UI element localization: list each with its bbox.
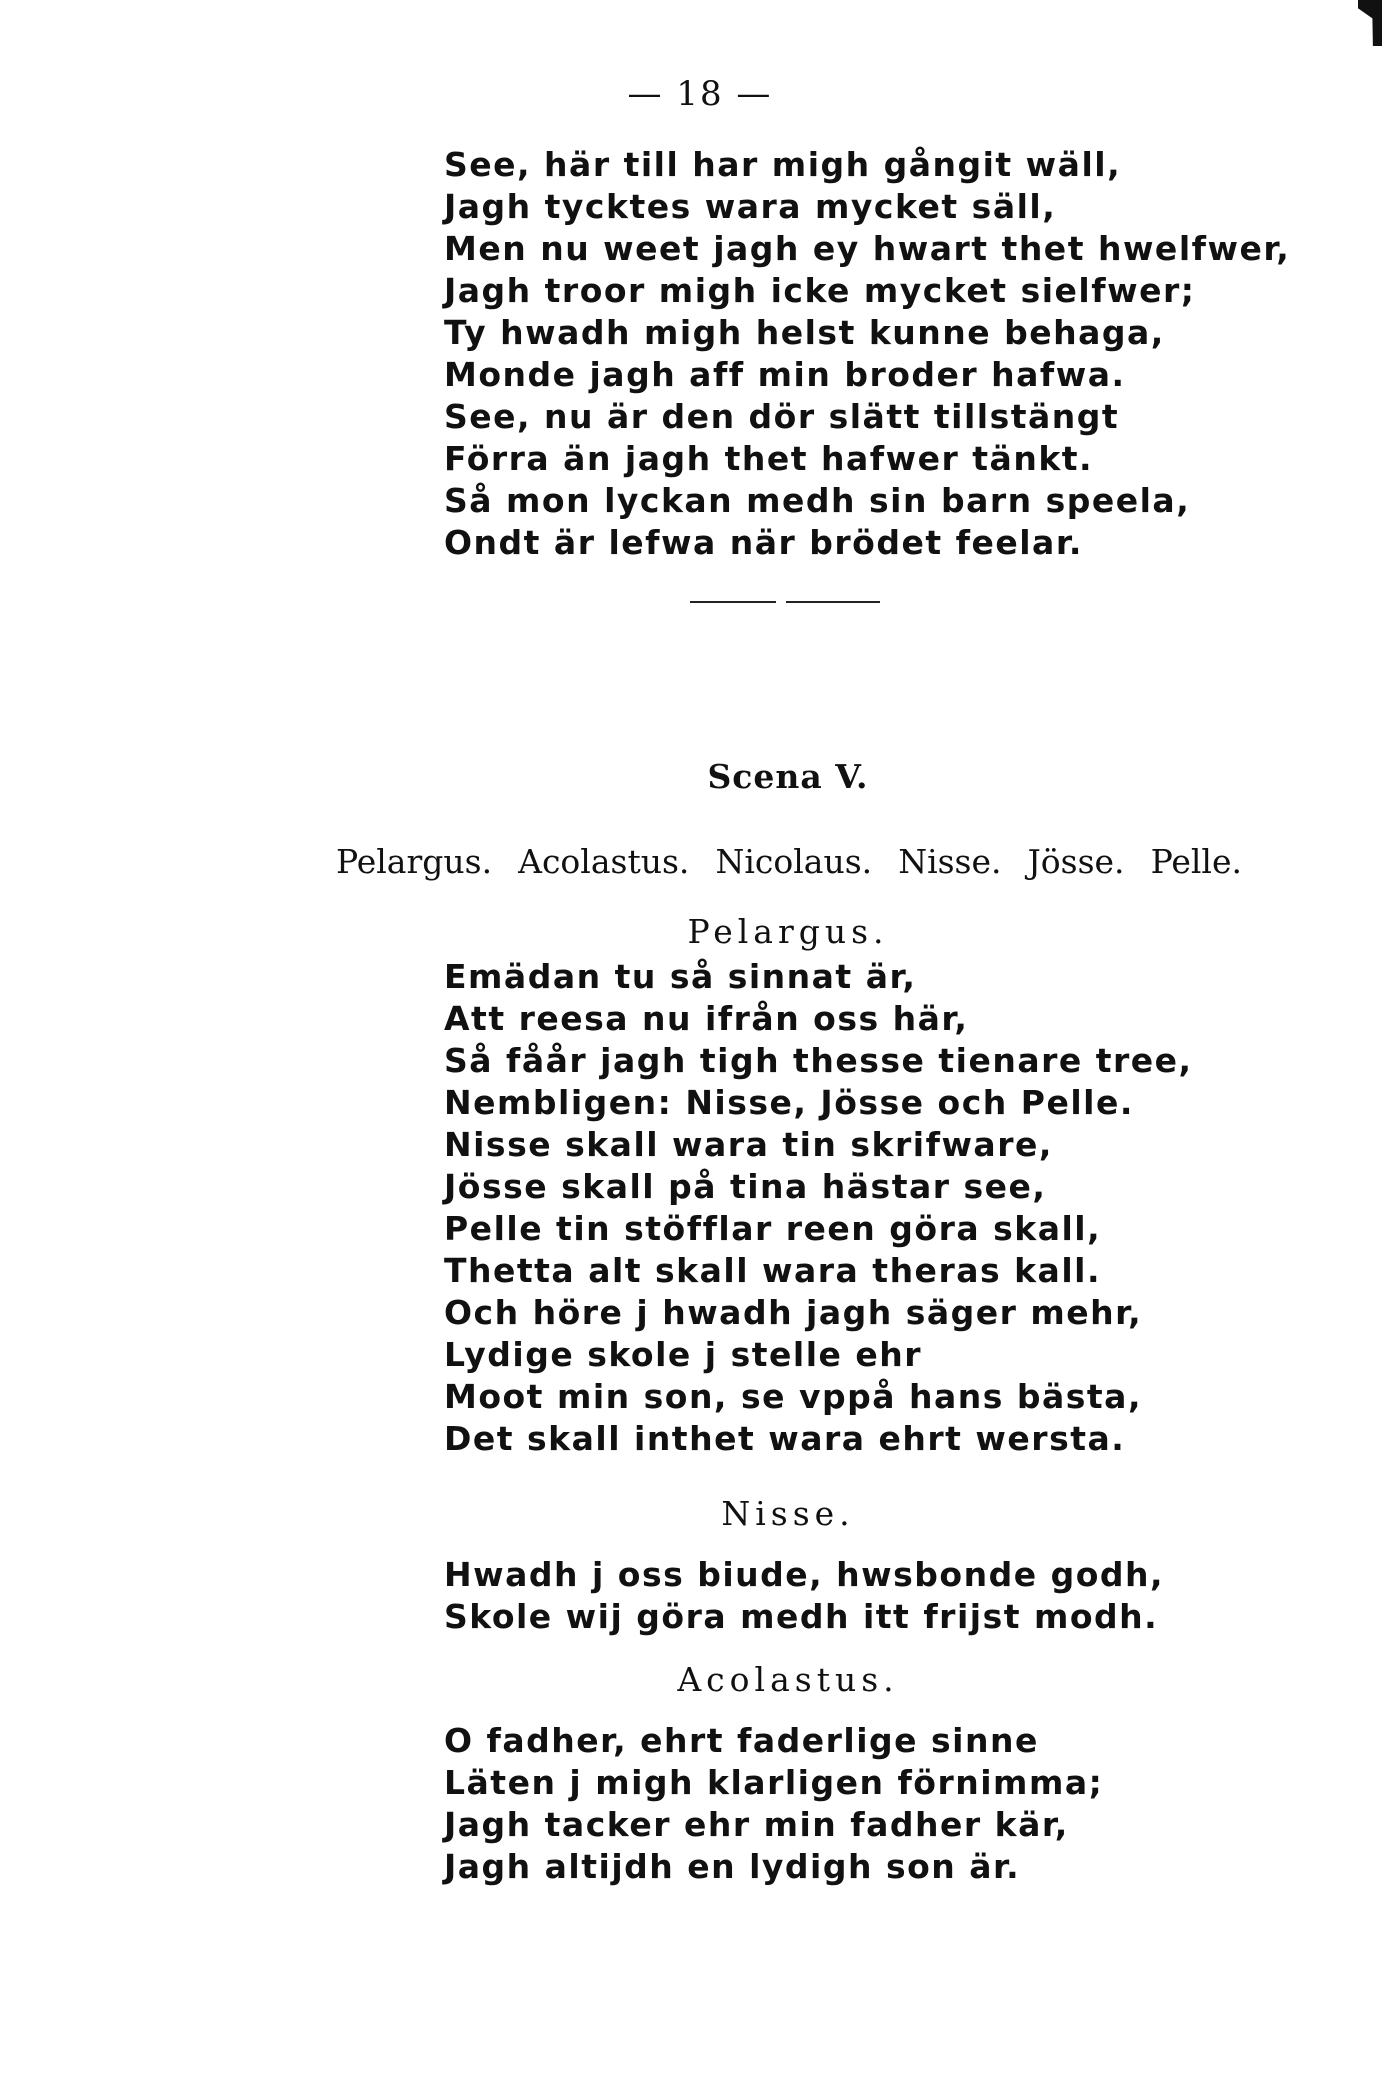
cast-member: Nisse.	[898, 842, 1002, 881]
verse-block-4	[444, 1720, 1103, 1888]
verse-line: Ondt är lefwa när brödet feelar.	[444, 523, 1083, 562]
speaker-heading-acolastus: Acolastus.	[677, 1660, 899, 1699]
section-divider	[690, 601, 880, 603]
cast-list	[336, 842, 1242, 881]
cast-member: Pelargus.	[336, 842, 493, 881]
verse-line: Förra än jagh thet hafwer tänkt.	[444, 439, 1094, 478]
verse-line: Så fåår jagh tigh thesse tienare tree,	[444, 1041, 1193, 1080]
verse-line: Moot min son, se vppå hans bästa,	[444, 1377, 1142, 1416]
verse-line: Läten j migh klarligen förnimma;	[444, 1763, 1104, 1802]
verse-line: Jagh tycktes wara mycket säll,	[444, 187, 1057, 226]
speaker-heading-nisse: Nisse.	[721, 1494, 855, 1533]
corner-ink-mark	[1358, 0, 1382, 46]
verse-line: Jagh troor migh icke mycket sielfwer;	[444, 271, 1196, 310]
verse-line: O fadher, ehrt faderlige sinne	[444, 1721, 1039, 1760]
verse-line: Skole wij göra medh itt frijst modh.	[444, 1597, 1159, 1636]
cast-member: Jösse.	[1027, 842, 1125, 881]
verse-block-3	[444, 1554, 1164, 1638]
verse-line: Jösse skall på tina hästar see,	[444, 1167, 1047, 1206]
cast-member: Pelle.	[1150, 842, 1242, 881]
scene-title: Scena V.	[707, 757, 869, 796]
verse-line: Så mon lyckan medh sin barn speela,	[444, 481, 1191, 520]
verse-line: Men nu weet jagh ey hwart thet hwelfwer,	[444, 229, 1291, 268]
cast-member: Acolastus.	[518, 842, 690, 881]
verse-block-2	[444, 956, 1193, 1460]
speaker-heading-pelargus: Pelargus.	[687, 912, 889, 951]
verse-line: Och höre j hwadh jagh säger mehr,	[444, 1293, 1143, 1332]
page-number: — 18 —	[627, 74, 773, 114]
verse-line: See, här till har migh gångit wäll,	[444, 145, 1122, 184]
verse-line: See, nu är den dör slätt tillstängt	[444, 397, 1120, 436]
verse-line: Hwadh j oss biude, hwsbonde godh,	[444, 1555, 1165, 1594]
verse-line: Pelle tin stöfflar reen göra skall,	[444, 1209, 1102, 1248]
verse-line: Thetta alt skall wara theras kall.	[444, 1251, 1101, 1290]
verse-line: Jagh altijdh en lydigh son är.	[444, 1847, 1021, 1886]
verse-line: Lydige skole j stelle ehr	[444, 1335, 923, 1374]
verse-line: Det skall inthet wara ehrt wersta.	[444, 1419, 1126, 1458]
verse-line: Nembligen: Nisse, Jösse och Pelle.	[444, 1083, 1134, 1122]
verse-line: Jagh tacker ehr min fadher kär,	[444, 1805, 1069, 1844]
verse-block-1	[444, 144, 1290, 564]
verse-line: Emädan tu så sinnat är,	[444, 957, 917, 996]
verse-line: Att reesa nu ifrån oss här,	[444, 999, 969, 1038]
verse-line: Nisse skall wara tin skrifware,	[444, 1125, 1053, 1164]
verse-line: Monde jagh aff min broder hafwa.	[444, 355, 1126, 394]
verse-line: Ty hwadh migh helst kunne behaga,	[444, 313, 1165, 352]
cast-member: Nicolaus.	[715, 842, 873, 881]
